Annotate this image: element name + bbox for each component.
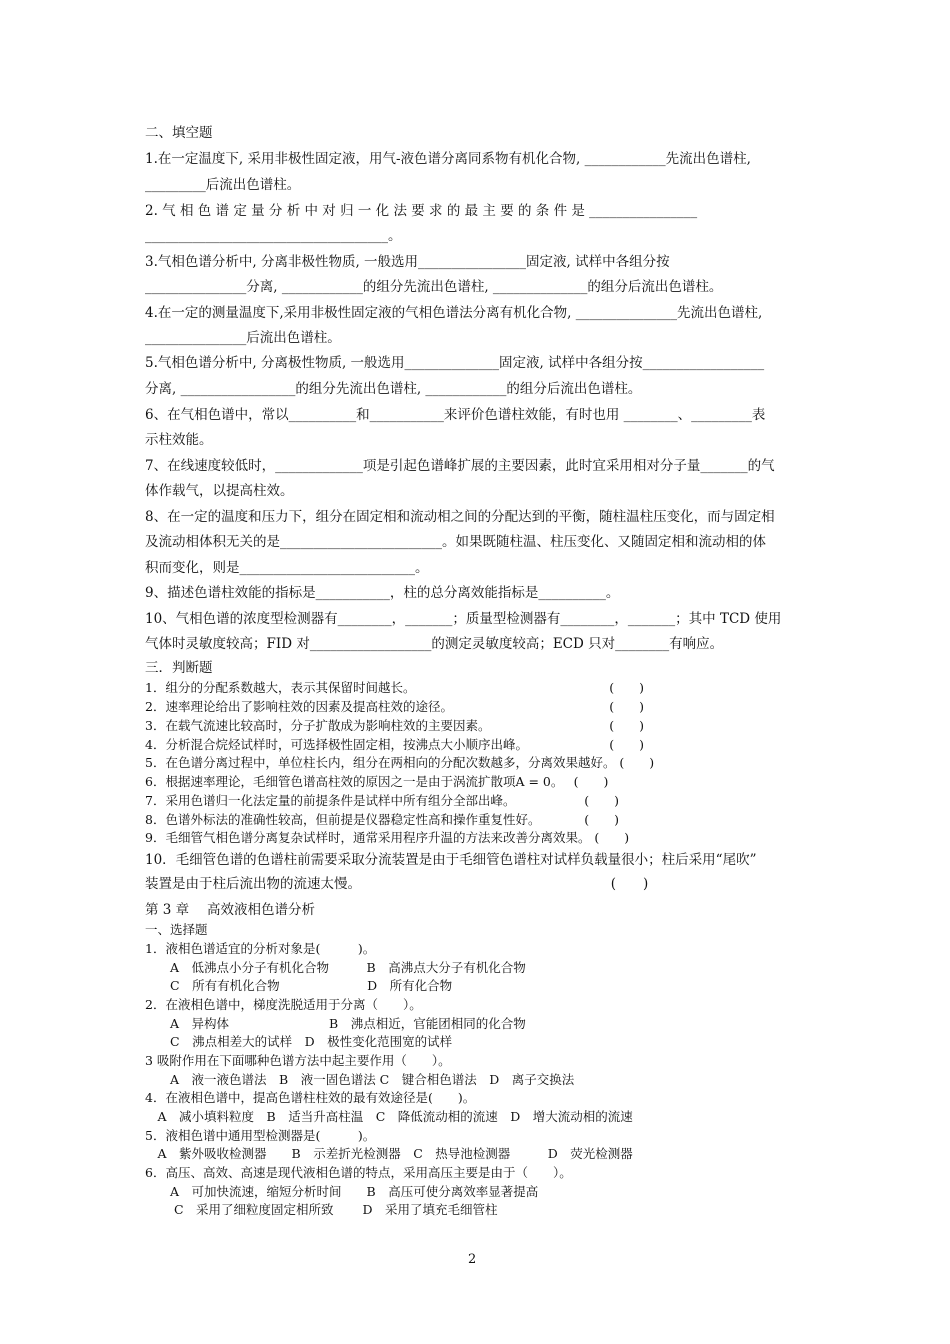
choice-options: C 所有有机化合物 D 所有化合物 — [145, 978, 453, 993]
choice-options: A 减小填料粒度 B 适当升高柱温 C 降低流动相的流速 D 增大流动相的流速 — [145, 1109, 633, 1124]
judge-item: 6．根据速率理论，毛细管色谱高柱效的原因之一是由于涡流扩散项A = 0。 ( ) — [145, 774, 609, 789]
choice-options: A 低沸点小分子有机化合物 B 高沸点大分子有机化合物 — [145, 960, 526, 975]
chapter-title: 第 3 章 高效液相色谱分析 — [145, 902, 315, 918]
fill-line: 4.在一定的测量温度下,采用非极性固定液的气相色谱法分离有机化合物, _______________先流出色谱柱, — [145, 305, 763, 321]
choice-options: C 沸点相差大的试样 D 极性变化范围宽的试样 — [145, 1034, 453, 1049]
fill-line: _________后流出色谱柱。 — [145, 177, 301, 193]
choice-question: 5．液相色谱中通用型检测器是( )。 — [145, 1128, 376, 1143]
judge-item: 4．分析混合烷烃试样时，可选择极性固定相，按沸点大小顺序出峰。 ( ) — [145, 737, 644, 752]
judge-item: 1．组分的分配系数越大，表示其保留时间越长。 ( ) — [145, 680, 644, 695]
judge-item: 9．毛细管气相色谱分离复杂试样时，通常采用程序升温的方法来改善分离效果。 ( ) — [145, 830, 630, 845]
section-title-judge: 三．判断题 — [145, 660, 213, 676]
fill-line: 体作载气，以提高柱效。 — [145, 483, 294, 499]
choice-question: 4．在液相色谱中，提高色谱柱柱效的最有效途径是( )。 — [145, 1090, 476, 1105]
fill-line: 1.在一定温度下, 采用非极性固定液，用气-液色谱分离同系物有机化合物, ____________先流出色谱柱, — [145, 151, 751, 167]
choice-question: 6．高压、高效、高速是现代液相色谱的特点，采用高压主要是由于（ ）。 — [145, 1165, 572, 1180]
judge-item: 8．色谱外标法的准确性较高，但前提是仪器稳定性高和操作重复性好。 ( ) — [145, 812, 619, 827]
judge-item: 7．采用色谱归一化法定量的前提条件是试样中所有组分全部出峰。 ( ) — [145, 793, 619, 808]
fill-line: 9、描述色谱柱效能的指标是___________，柱的总分离效能指标是__________。 — [145, 585, 620, 601]
fill-line: 8、在一定的温度和压力下，组分在固定相和流动相之间的分配达到的平衡，随柱温柱压变化，而与固定相 — [145, 509, 775, 525]
choice-options: A 液一液色谱法 B 液一固色谱法 C 键合相色谱法 D 离子交换法 — [145, 1072, 575, 1087]
choice-question: 2．在液相色谱中，梯度洗脱适用于分离（ ）。 — [145, 997, 422, 1012]
judge-item: 2．速率理论给出了影响柱效的因素及提高柱效的途径。 ( ) — [145, 699, 644, 714]
choice-options: A 可加快流速，缩短分析时间 B 高压可使分离效率显著提高 — [145, 1184, 539, 1199]
choice-question: 3 吸附作用在下面哪种色谱方法中起主要作用（ ）。 — [145, 1053, 451, 1068]
fill-line: _______________后流出色谱柱。 — [145, 330, 341, 346]
fill-line: ____________________________________。 — [145, 228, 402, 244]
fill-line: 10、气相色谱的浓度型检测器有________，_______；质量型检测器有________，_______；其中 TCD 使用 — [145, 611, 782, 627]
fill-line: 分离, _________________的组分先流出色谱柱, ____________的组分后流出色谱柱。 — [145, 381, 642, 397]
page-number: 2 — [468, 1252, 477, 1267]
fill-line: 示柱效能。 — [145, 432, 213, 448]
judge-item: 10．毛细管色谱的色谱柱前需要采取分流装置是由于毛细管色谱柱对试样负载量很小；柱后采用“尾吹” — [145, 852, 757, 868]
choice-options: A 异构体 B 沸点相近，官能团相同的化合物 — [145, 1016, 526, 1031]
fill-line: 7、在线速度较低时，_____________项是引起色谱峰扩展的主要因素，此时宜采用相对分子量_______的气 — [145, 458, 775, 474]
fill-line: 2. 气 相 色 谱 定 量 分 析 中 对 归 一 化 法 要 求 的 最 主 要 的 条 件 是 ________________ — [145, 203, 698, 219]
judge-item: 3．在载气流速比较高时，分子扩散成为影响柱效的主要因素。 ( ) — [145, 718, 644, 733]
choice-options: C 采用了细粒度固定相所致 D 采用了填充毛细管柱 — [145, 1202, 498, 1217]
section-title-fill-blank: 二、填空题 — [145, 125, 213, 141]
choice-question: 1．液相色谱适宜的分析对象是( )。 — [145, 941, 376, 956]
section-title-choice: 一、选择题 — [145, 922, 208, 937]
fill-line: 积而变化，则是__________________________。 — [145, 560, 429, 576]
fill-line: 气体时灵敏度较高；FID 对__________________的测定灵敏度较高；ECD 只对________有响应。 — [145, 636, 724, 652]
judge-item: 装置是由于柱后流出物的流速太慢。 ( ) — [145, 876, 649, 892]
fill-line: 6、在气相色谱中，常以__________和___________来评价色谱柱效能，有时也用 ________、_________表 — [145, 407, 766, 423]
fill-line: _______________分离, ____________的组分先流出色谱柱, ______________的组分后流出色谱柱。 — [145, 279, 723, 295]
judge-item: 5．在色谱分离过程中，单位柱长内，组分在两相向的分配次数越多，分离效果越好。 ( ) — [145, 755, 655, 770]
fill-line: 及流动相体积无关的是________________________。如果既随柱温、柱压变化、又随固定相和流动相的体 — [145, 534, 766, 550]
choice-options: A 紫外吸收检测器 B 示差折光检测器 C 热导池检测器 D 荧光检测器 — [145, 1146, 633, 1161]
fill-line: 3.气相色谱分析中, 分离非极性物质, 一般选用________________固定液, 试样中各组分按 — [145, 254, 670, 270]
fill-line: 5.气相色谱分析中, 分离极性物质, 一般选用______________固定液, 试样中各组分按__________________ — [145, 355, 765, 371]
